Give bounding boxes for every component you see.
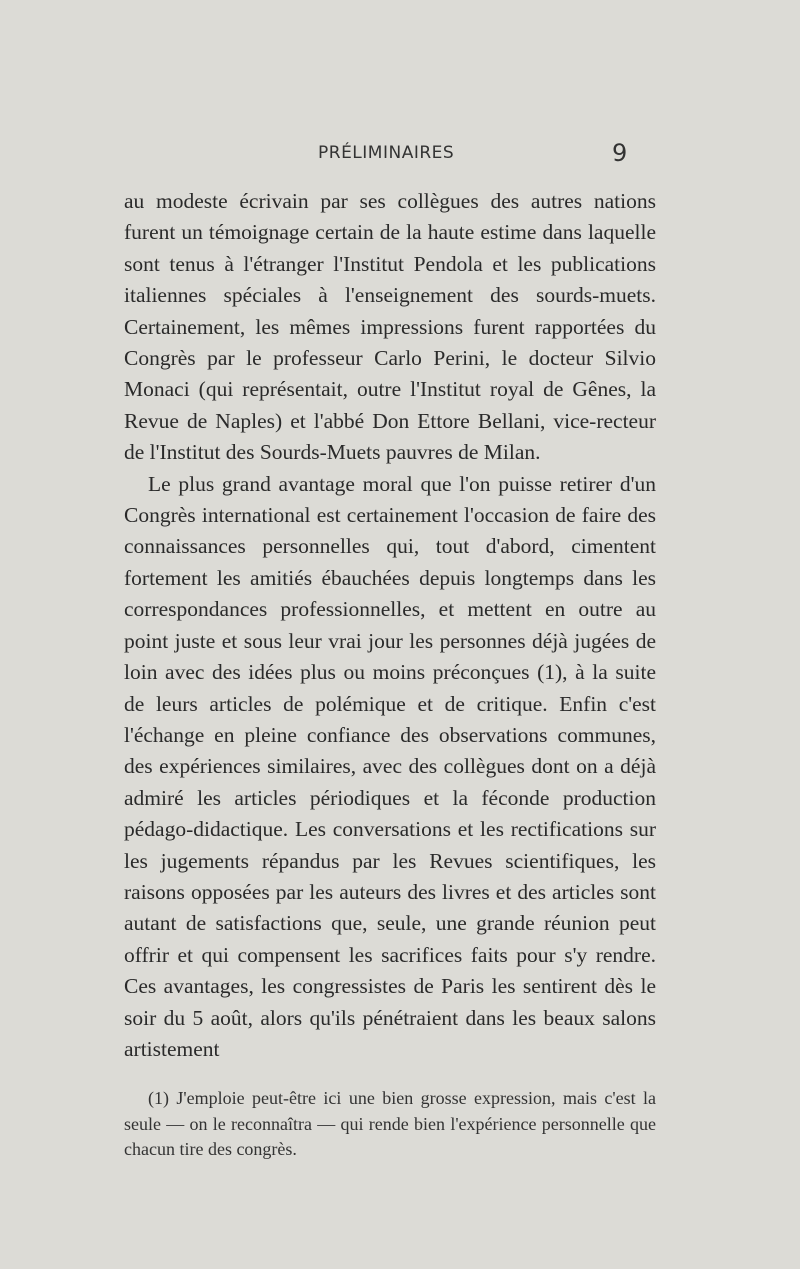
footnote [124, 1086, 656, 1163]
paragraph-1: au modeste écrivain par ses collègues des autres nations furent un témoignage certain de la haute estime dans laquelle sont tenus à l'étranger l'Institut Pendola et les publications italiennes spéciales à l'enseignement des sourds-muets. Certainement, les mêmes impressions furent rapportées du Congrès par le professeur Carlo Perini, le docteur Silvio Monaci (qui représentait, outre l'Institut royal de Gênes, la Revue de Naples) et l'abbé Don Ettore Bellani, vice-recteur de l'Institut des Sourds-Muets pauvres de Milan. [124, 189, 656, 465]
body-text [124, 186, 656, 1065]
header-title: PRÉLIMINAIRES [318, 143, 455, 163]
page-number: 9 [612, 139, 628, 167]
paragraph-2: Le plus grand avantage moral que l'on puisse retirer d'un Congrès international est certainement l'occasion de faire des connaissances personnelles qui, tout d'abord, cimentent fortement les amitiés ébauchées depuis longtemps dans les correspondances professionnelles, et mettent en outre au point juste et sous leur vrai jour les personnes déjà jugées de loin avec des idées plus ou moins préconçues (1), à la suite de leurs articles de polémique et de critique. Enfin c'est l'échange en pleine confiance des observations communes, des expériences similaires, avec des collègues dont on a déjà admiré les articles périodiques et la féconde production pédago-didactique. Les conversations et les rectifications sur les jugements répandus par les Revues scientifiques, les raisons opposées par les auteurs des livres et des articles sont autant de satisfactions que, seule, une grande réunion peut offrir et qui compensent les sacrifices faits pour s'y rendre. Ces avantages, les congressistes de Paris les sentirent dès le soir du 5 août, alors qu'ils pénétraient dans les beaux salons artistement [124, 471, 656, 1061]
footnote-text: (1) J'emploie peut-être ici une bien grosse expression, mais c'est la seule — on le reconnaîtra — qui rende bien l'expérience personnelle que chacun tire des congrès. [124, 1088, 656, 1159]
running-header [0, 139, 800, 173]
